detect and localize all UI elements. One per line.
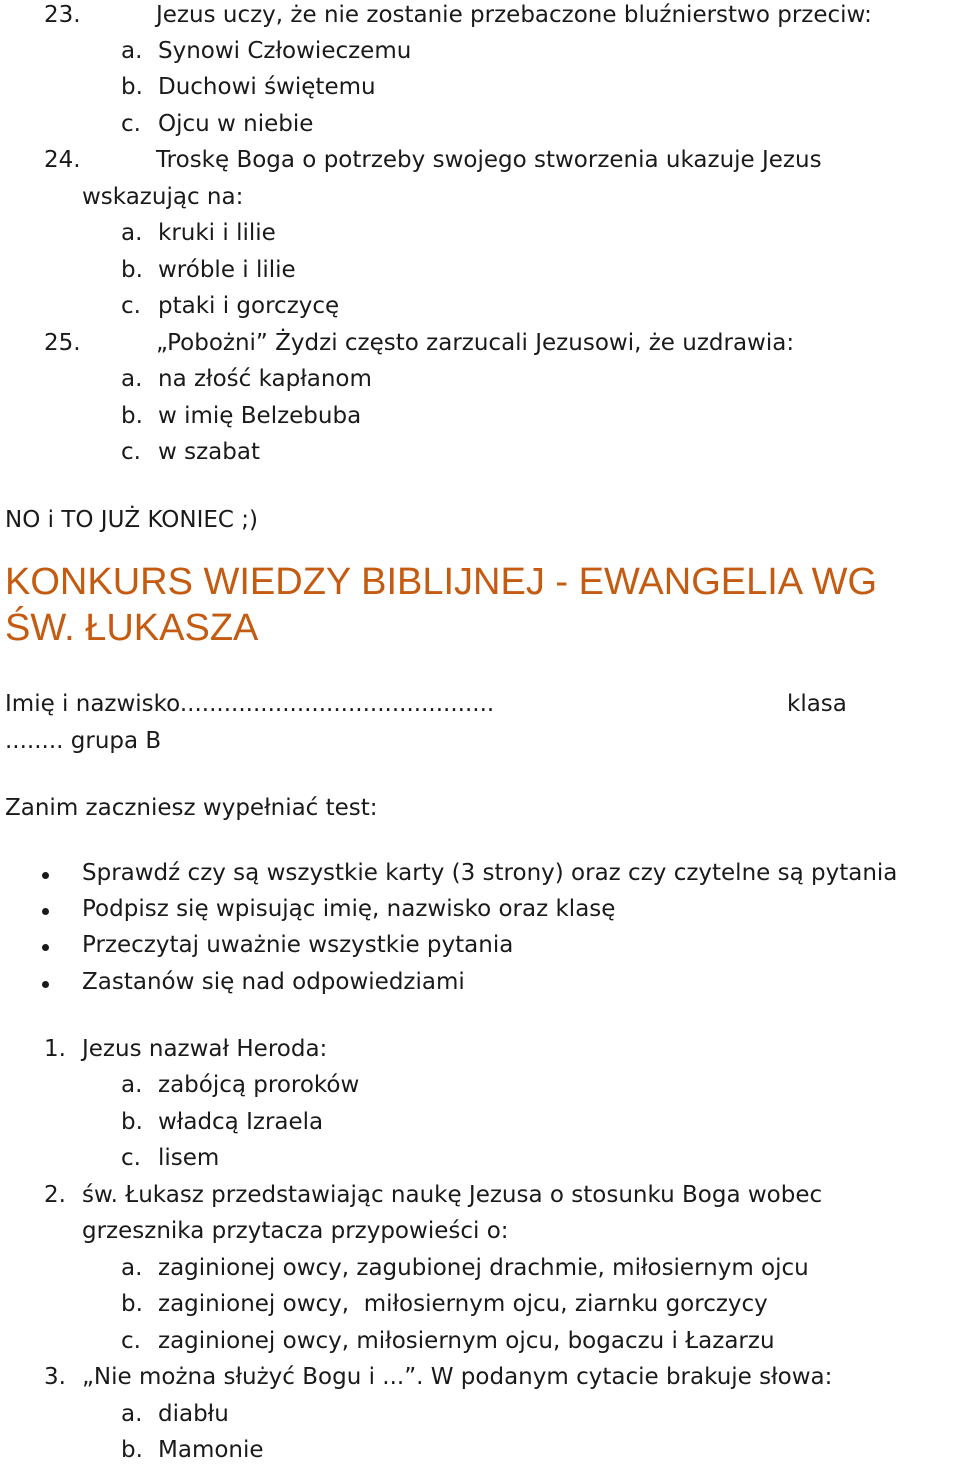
question-text: Jezus nazwał Heroda: <box>82 1036 328 1062</box>
class-label: klasa <box>787 691 847 717</box>
question-text: Jezus uczy, że nie zostanie przebaczone bluźnierstwo przeciw: <box>156 2 872 28</box>
option-letter: a. <box>121 38 143 64</box>
list-item-text: Przeczytaj uważnie wszystkie pytania <box>82 932 514 958</box>
option-letter: c. <box>121 1145 141 1171</box>
option-text: na złość kapłanom <box>158 366 372 392</box>
option-letter: a. <box>121 220 143 246</box>
question-text: św. Łukasz przedstawiając naukę Jezusa o stosunku Boga wobec <box>82 1182 823 1208</box>
option-letter: c. <box>121 439 141 465</box>
option-text: Synowi Człowieczemu <box>158 38 412 64</box>
option-letter: b. <box>121 1291 143 1317</box>
question-text-continued: wskazując na: <box>82 184 244 210</box>
option-text: w szabat <box>158 439 260 465</box>
option-text: zaginionej owcy, miłosiernym ojcu, ziarnku gorczycy <box>158 1291 768 1317</box>
option-letter: b. <box>121 403 143 429</box>
option-letter: a. <box>121 1401 143 1427</box>
closing-text: NO i TO JUŻ KONIEC ;) <box>5 507 259 533</box>
option-letter: c. <box>121 293 141 319</box>
option-letter: c. <box>121 111 141 137</box>
question-text: „Nie można służyć Bogu i ...”. W podanym cytacie brakuje słowa: <box>82 1364 833 1390</box>
option-text: zaginionej owcy, miłosiernym ojcu, bogaczu i Łazarzu <box>158 1328 775 1354</box>
option-text: Ojcu w niebie <box>158 111 314 137</box>
option-text: wróble i lilie <box>158 257 296 283</box>
question-text-continued: grzesznika przytacza przypowieści o: <box>82 1218 509 1244</box>
option-letter: b. <box>121 74 143 100</box>
question-number: 23. <box>44 2 81 28</box>
option-text: Duchowi świętemu <box>158 74 376 100</box>
question-number: 3. <box>44 1364 66 1390</box>
bullet-icon <box>42 872 49 879</box>
question-number: 2. <box>44 1182 66 1208</box>
name-field-label: Imię i nazwisko........................................... <box>5 691 495 717</box>
option-letter: c. <box>121 1328 141 1354</box>
list-item-text: Sprawdź czy są wszystkie karty (3 strony) oraz czy czytelne są pytania <box>82 860 898 886</box>
option-letter: b. <box>121 257 143 283</box>
option-text: władcą Izraela <box>158 1109 324 1135</box>
option-text: kruki i lilie <box>158 220 276 246</box>
option-letter: b. <box>121 1109 143 1135</box>
option-text: lisem <box>158 1145 220 1171</box>
bullet-icon <box>42 981 49 988</box>
option-letter: b. <box>121 1437 143 1463</box>
instructions-heading: Zanim zaczniesz wypełniać test: <box>5 795 378 821</box>
bullet-icon <box>42 908 49 915</box>
option-letter: a. <box>121 1072 143 1098</box>
contest-title-line-2: ŚW. ŁUKASZA <box>5 607 259 649</box>
option-text: w imię Belzebuba <box>158 403 362 429</box>
option-text: zaginionej owcy, zagubionej drachmie, miłosiernym ojcu <box>158 1255 809 1281</box>
question-number: 1. <box>44 1036 66 1062</box>
option-text: ptaki i gorczycę <box>158 293 340 319</box>
question-text: „Pobożni” Żydzi często zarzucali Jezusowi, że uzdrawia: <box>156 330 795 356</box>
list-item-text: Podpisz się wpisując imię, nazwisko oraz klasę <box>82 896 616 922</box>
contest-title-line-1: KONKURS WIEDZY BIBLIJNEJ - EWANGELIA WG <box>5 561 878 603</box>
group-line: ........ grupa B <box>5 728 162 754</box>
option-letter: a. <box>121 1255 143 1281</box>
option-text: Mamonie <box>158 1437 264 1463</box>
question-number: 25. <box>44 330 81 356</box>
question-number: 24. <box>44 147 81 173</box>
question-text: Troskę Boga o potrzeby swojego stworzenia ukazuje Jezus <box>156 147 822 173</box>
option-letter: a. <box>121 366 143 392</box>
list-item-text: Zastanów się nad odpowiedziami <box>82 969 465 995</box>
bullet-icon <box>42 944 49 951</box>
option-text: diabłu <box>158 1401 229 1427</box>
option-text: zabójcą proroków <box>158 1072 360 1098</box>
